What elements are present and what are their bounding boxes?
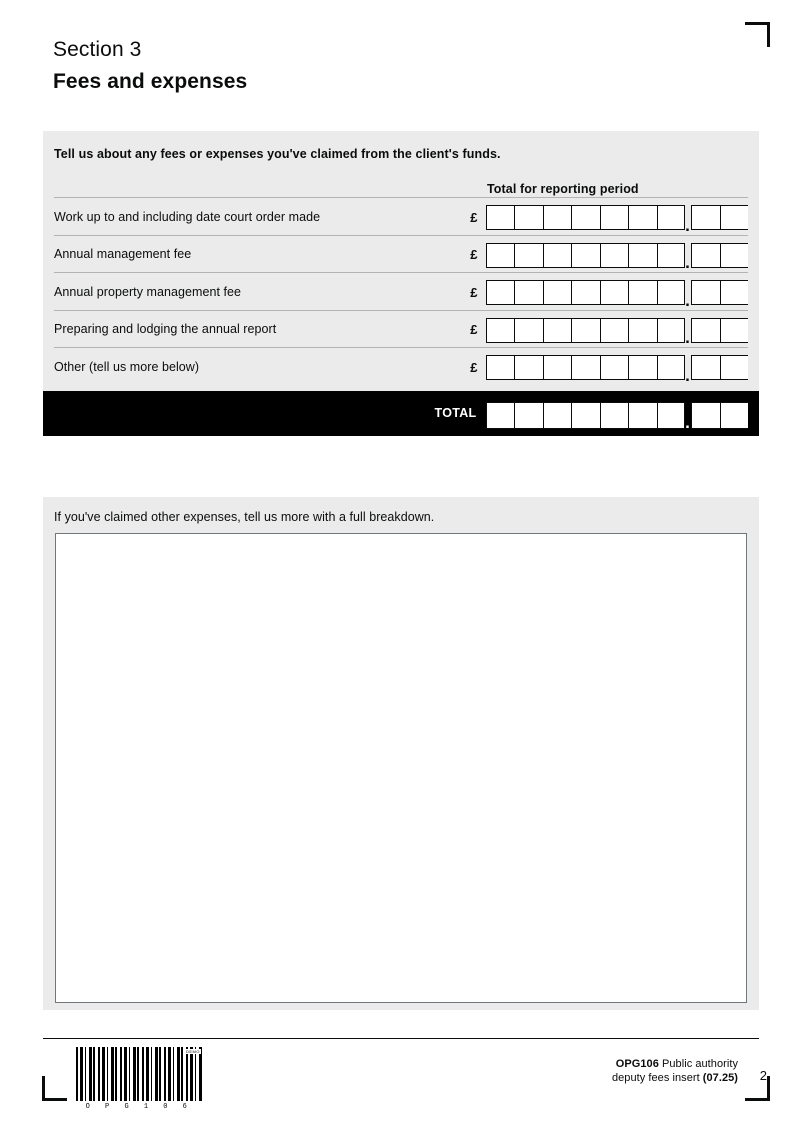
amount-cell[interactable] — [571, 280, 600, 305]
amount-cell[interactable] — [514, 280, 543, 305]
form-code: OPG106 — [615, 1058, 659, 1070]
crop-mark-bottom-left — [42, 1076, 67, 1101]
amount-cell[interactable] — [543, 243, 572, 268]
other-expenses-intro: If you've claimed other expenses, tell us more with a full breakdown. — [54, 510, 435, 524]
pounds-cells[interactable] — [486, 243, 686, 268]
crop-mark-top-right — [745, 22, 770, 47]
total-row — [43, 391, 759, 436]
amount-cell[interactable] — [543, 205, 572, 230]
decimal-separator: . — [685, 253, 690, 273]
fee-row — [54, 272, 748, 310]
fee-row-label: Annual property management fee — [54, 284, 242, 299]
amount-entry-group[interactable] — [486, 205, 749, 235]
form-title-line2: deputy fees insert — [611, 1072, 700, 1084]
amount-entry-group[interactable] — [486, 318, 749, 348]
row-divider — [54, 347, 748, 348]
fee-row-label: Preparing and lodging the annual report — [54, 322, 277, 337]
amount-cell[interactable] — [691, 243, 720, 268]
pence-cells[interactable] — [691, 355, 748, 380]
amount-cell[interactable] — [486, 402, 515, 429]
amount-cell[interactable] — [543, 402, 572, 429]
barcode-demo-tag: DEMO — [186, 1049, 200, 1054]
currency-symbol: £ — [470, 322, 478, 338]
amount-cell[interactable] — [514, 318, 543, 343]
amount-cell[interactable] — [571, 318, 600, 343]
amount-cell[interactable] — [571, 402, 600, 429]
amount-cell[interactable] — [600, 280, 629, 305]
amount-cell[interactable] — [600, 205, 629, 230]
amount-cell[interactable] — [600, 355, 629, 380]
amount-cell[interactable] — [628, 243, 657, 268]
amount-cell[interactable] — [514, 355, 543, 380]
decimal-separator: . — [685, 413, 690, 432]
amount-cell[interactable] — [657, 243, 686, 268]
amount-cell[interactable] — [657, 318, 686, 343]
pounds-cells[interactable] — [486, 318, 686, 343]
amount-cell[interactable] — [600, 318, 629, 343]
form-title-line1: Public authority — [661, 1058, 738, 1070]
pence-cells[interactable] — [691, 243, 748, 268]
decimal-separator: . — [685, 290, 690, 310]
amount-cell[interactable] — [543, 355, 572, 380]
amount-cell[interactable] — [514, 243, 543, 268]
form-reference — [538, 1057, 738, 1085]
fee-row-label: Annual management fee — [54, 247, 192, 262]
amount-cell[interactable] — [628, 402, 657, 429]
section-label: Section 3 — [53, 38, 142, 61]
amount-cell[interactable] — [571, 355, 600, 380]
amount-cell[interactable] — [691, 280, 720, 305]
pence-cells[interactable] — [691, 280, 748, 305]
amount-cell[interactable] — [691, 355, 720, 380]
amount-cell[interactable] — [720, 402, 749, 429]
total-label: TOTAL — [434, 406, 477, 420]
pounds-cells[interactable] — [486, 402, 686, 429]
amount-cell[interactable] — [720, 280, 749, 305]
fees-panel-intro: Tell us about any fees or expenses you've claimed from the client's funds. — [54, 147, 501, 161]
amount-cell[interactable] — [486, 318, 515, 343]
amount-cell[interactable] — [486, 205, 515, 230]
amount-cell[interactable] — [628, 280, 657, 305]
amount-cell[interactable] — [657, 402, 686, 429]
decimal-separator: . — [685, 215, 690, 235]
decimal-separator: . — [685, 328, 690, 348]
fees-rows — [43, 197, 759, 385]
page-number: 2 — [759, 1068, 767, 1083]
amount-cell[interactable] — [691, 205, 720, 230]
row-divider — [54, 235, 748, 236]
amount-cell[interactable] — [486, 280, 515, 305]
amount-cell[interactable] — [543, 280, 572, 305]
currency-symbol: £ — [470, 247, 478, 263]
other-expenses-panel — [43, 497, 759, 1010]
currency-symbol: £ — [470, 359, 478, 375]
amount-cell[interactable] — [600, 243, 629, 268]
fees-and-expenses-panel — [43, 131, 759, 436]
amount-cell[interactable] — [720, 318, 749, 343]
pence-cells[interactable] — [691, 402, 748, 429]
barcode-value: O P G 1 0 6 — [85, 1103, 193, 1111]
amount-cell[interactable] — [657, 205, 686, 230]
fee-row-label: Other (tell us more below) — [54, 359, 200, 374]
pounds-cells[interactable] — [486, 205, 686, 230]
amount-cell[interactable] — [628, 318, 657, 343]
pence-cells[interactable] — [691, 318, 748, 343]
amount-cell[interactable] — [571, 205, 600, 230]
amount-cell[interactable] — [571, 243, 600, 268]
amount-cell[interactable] — [657, 355, 686, 380]
pounds-cells[interactable] — [486, 280, 686, 305]
amount-entry-group[interactable] — [486, 243, 749, 273]
row-divider — [54, 310, 748, 311]
amount-cell[interactable] — [543, 318, 572, 343]
amount-cell[interactable] — [628, 205, 657, 230]
form-version: (07.25) — [702, 1072, 738, 1084]
amount-cell[interactable] — [514, 402, 543, 429]
amount-cell[interactable] — [691, 318, 720, 343]
fee-row — [54, 235, 748, 273]
currency-symbol: £ — [470, 284, 478, 300]
amount-cell[interactable] — [514, 205, 543, 230]
other-expenses-textarea[interactable] — [55, 533, 747, 1003]
amount-cell[interactable] — [486, 355, 515, 380]
amount-entry-group[interactable] — [486, 355, 749, 385]
amount-cell[interactable] — [720, 205, 749, 230]
fee-row — [54, 310, 748, 348]
barcode — [76, 1047, 202, 1111]
total-amount-entry-group[interactable] — [486, 402, 749, 432]
barcode-bars — [76, 1047, 202, 1101]
amount-entry-group[interactable] — [486, 280, 749, 310]
decimal-separator: . — [685, 365, 690, 385]
row-divider — [54, 272, 748, 273]
amount-cell[interactable] — [600, 402, 629, 429]
fee-row-label: Work up to and including date court order made — [54, 209, 321, 224]
fee-row — [54, 197, 748, 235]
footer-divider — [43, 1038, 759, 1039]
amount-cell[interactable] — [691, 402, 720, 429]
amount-cell[interactable] — [720, 355, 749, 380]
amount-cell[interactable] — [657, 280, 686, 305]
pounds-cells[interactable] — [486, 355, 686, 380]
pence-cells[interactable] — [691, 205, 748, 230]
fee-row — [54, 347, 748, 385]
page-title: Fees and expenses — [53, 70, 248, 93]
currency-symbol: £ — [470, 209, 478, 225]
amount-cell[interactable] — [486, 243, 515, 268]
amount-cell[interactable] — [720, 243, 749, 268]
fees-column-header: Total for reporting period — [487, 182, 639, 196]
row-divider — [54, 197, 748, 198]
amount-cell[interactable] — [628, 355, 657, 380]
